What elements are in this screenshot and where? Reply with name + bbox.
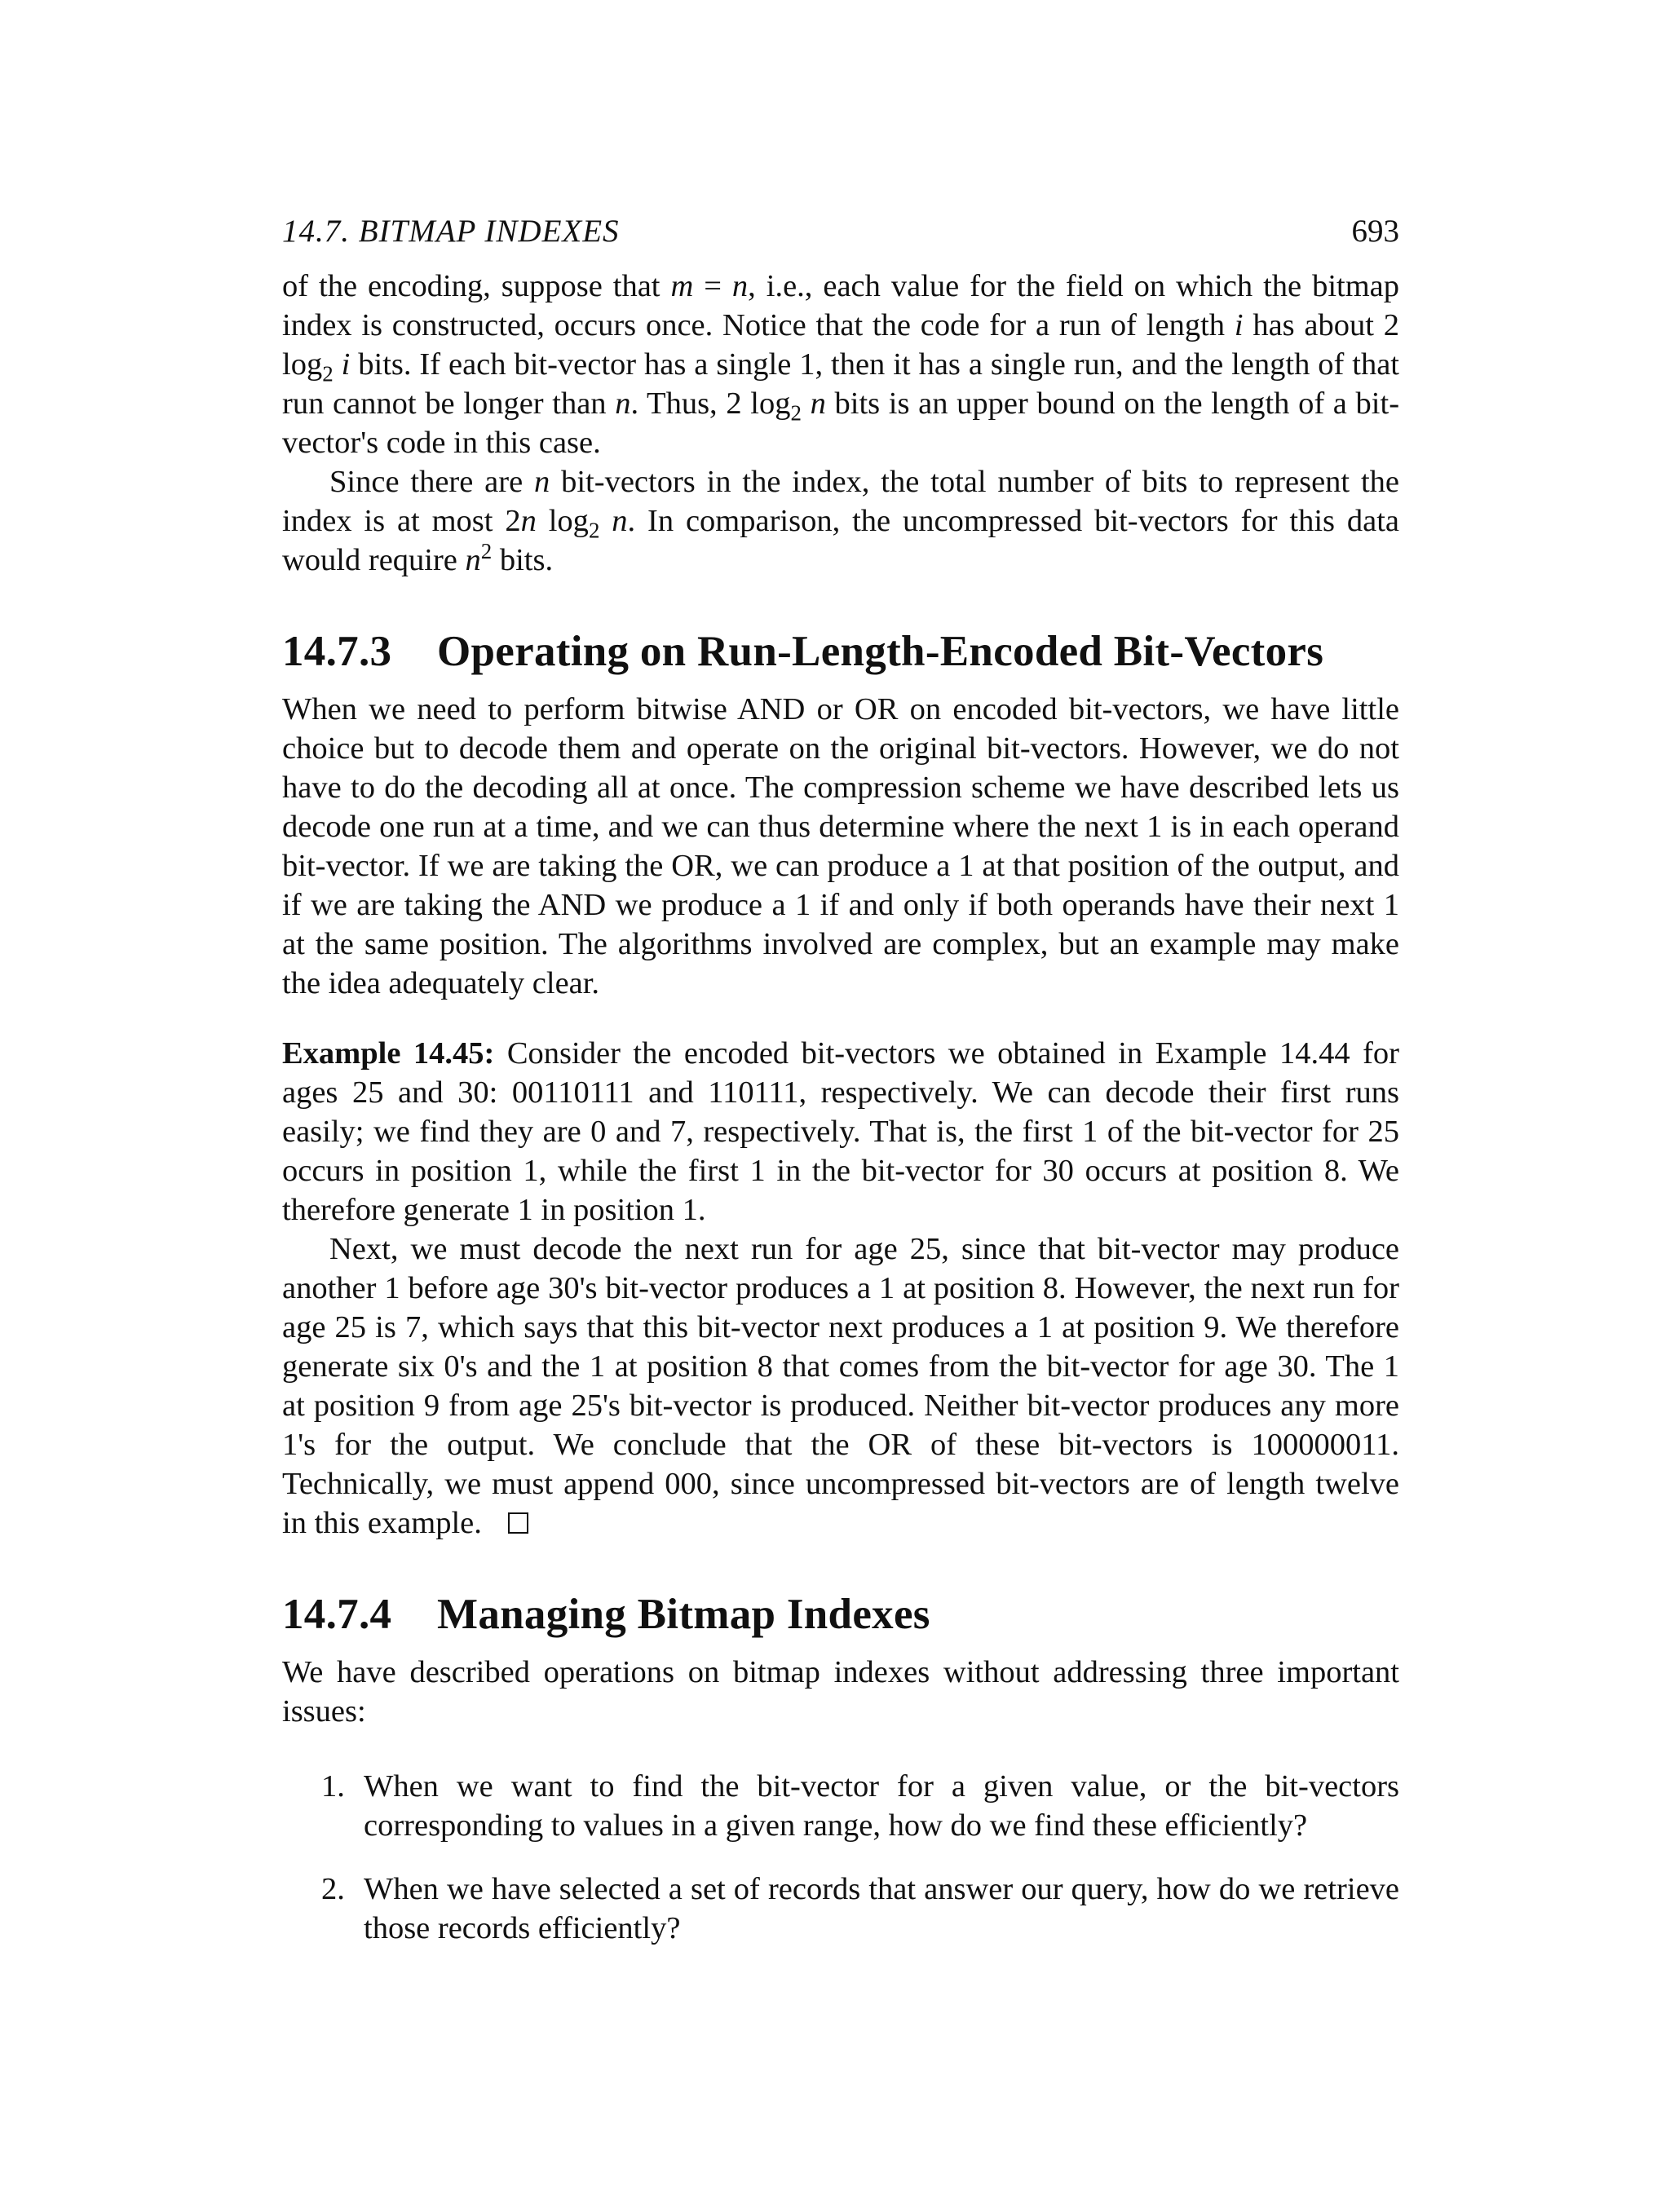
section-title: Managing Bitmap Indexes (437, 1591, 930, 1638)
book-page (282, 204, 1399, 1948)
example-paragraph-1: Example 14.45: Consider the encoded bit-vectors we obtained in Example 14.44 for ages 25 and 30: 00110111 and 110111, respectively. We can decode their first runs easily; we find they are 0 and 7, respectively. That is, the first 1 of the bit-vector for 25 occurs in position 1, while the first 1 in the bit-vector for 30 occurs at position 8. We therefore generate 1 in position 1. (282, 1036, 1399, 1227)
list-item-text: When we have selected a set of records that answer our query, how do we retrieve those records efficiently? (364, 1872, 1399, 1945)
intro-paragraph-1: of the encoding, suppose that m = n, i.e., each value for the field on which the bitmap index is constructed, occurs once. Notice that the code for a run of length i has about 2 $\log_2 i$ bits. If each bit-vector has a single 1, then it has a single run, and the length of that run cannot be longer than n. Thus, 2 $\log_2 n$ bits is an upper bound on the length of a bit-vector's code in this case. (282, 269, 1400, 460)
section-heading-14-7-3 (282, 625, 1399, 678)
running-head-title: 14.7. BITMAP INDEXES (282, 214, 620, 249)
issues-list (282, 1767, 1399, 1948)
list-item-number: 1. (321, 1769, 345, 1804)
list-item-number: 2. (321, 1872, 345, 1906)
intro-paragraph-2: Since there are n bit-vectors in the index, the total number of bits to represent the index is at most 2n $\log_2 n$. In comparison, the uncompressed bit-vectors for this data would require $n^2$ bits. (282, 465, 1400, 577)
example-label: Example 14.45: (282, 1036, 495, 1071)
page-number: 693 (1351, 214, 1399, 249)
section-number: 14.7.4 (282, 1591, 392, 1638)
end-of-example-icon (508, 1512, 528, 1534)
section-14-7-4-paragraph: We have described operations on bitmap indexes without addressing three important issues: (282, 1655, 1399, 1729)
running-head (282, 204, 1399, 253)
list-item-text: When we want to find the bit-vector for a given value, or the bit-vectors corresponding to values in a given range, how do we find these efficiently? (364, 1769, 1399, 1843)
section-title: Operating on Run-Length-Encoded Bit-Vectors (437, 628, 1324, 675)
list-item (282, 1870, 1399, 1948)
example-paragraph-2: Next, we must decode the next run for age 25, since that bit-vector may produce another 1 before age 30's bit-vector produces a 1 at position 8. However, the next run for age 25 is 7, which says that this bit-vector next produces a 1 at position 9. We therefore generate six 0's and the 1 at position 8 that comes from the bit-vector for age 30. The 1 at position 9 from age 25's bit-vector is produced. Neither bit-vector produces any more 1's for the output. We conclude that the OR of these bit-vectors is 100000011. Technically, we must append 000, since uncompressed bit-vectors are of length twelve in this example. (282, 1232, 1399, 1540)
section-14-7-3-paragraph: When we need to perform bitwise AND or OR on encoded bit-vectors, we have little choice but to decode them and operate on the original bit-vectors. However, we do not have to do the decoding all at once. The compression scheme we have described lets us decode one run at a time, and we can thus determine where the next 1 is in each operand bit-vector. If we are taking the OR, we can produce a 1 at that position of the output, and if we are taking the AND we produce a 1 if and only if both operands have their next 1 at the same position. The algorithms involved are complex, but an example may make the idea adequately clear. (282, 692, 1399, 1000)
list-item (282, 1767, 1399, 1845)
section-heading-14-7-4 (282, 1587, 1399, 1641)
section-number: 14.7.3 (282, 628, 392, 675)
